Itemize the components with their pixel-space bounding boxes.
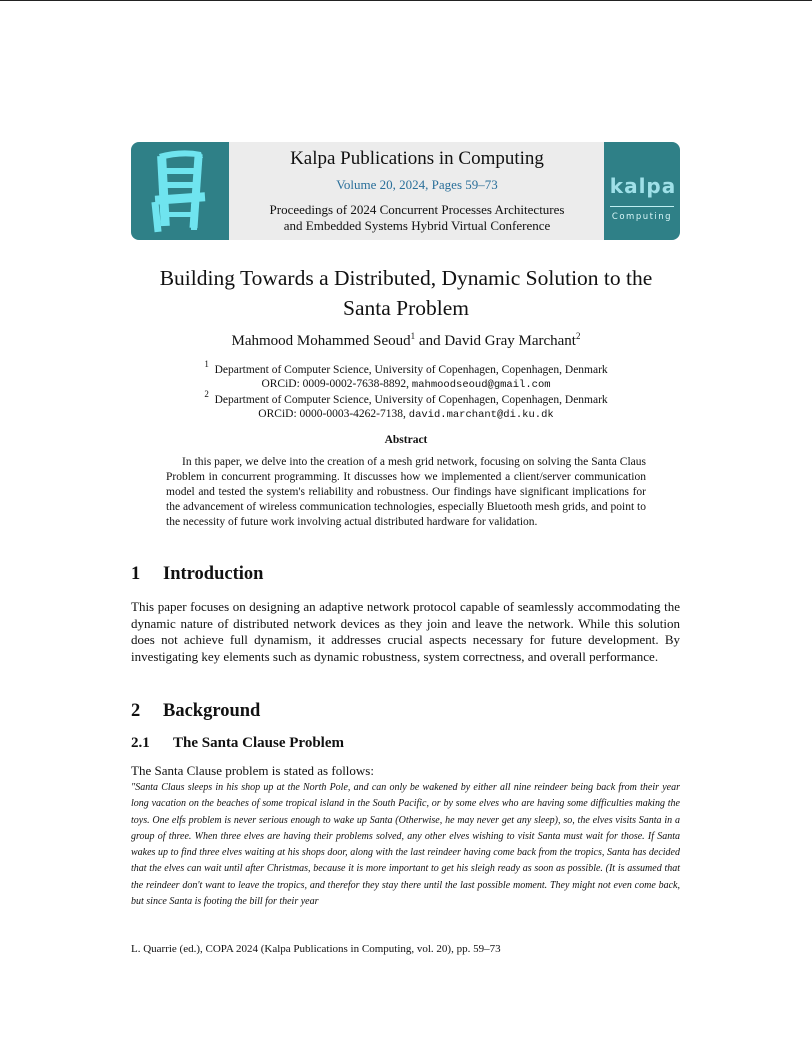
publication-banner (131, 142, 680, 240)
subsection-2-1-heading (131, 735, 344, 752)
subsection-2-1-number: 2.1 (131, 735, 150, 751)
affiliation-1-mark: 1 (204, 359, 209, 369)
subsection-2-1-title: The Santa Clause Problem (173, 735, 344, 751)
page-footer-citation: L. Quarrie (ed.), COPA 2024 (Kalpa Publications in Computing, vol. 20), pp. 59–73 (131, 943, 501, 955)
abstract-heading: Abstract (384, 434, 428, 446)
affiliation-2-dept: Department of Computer Science, University of Copenhagen, Copenhagen, Denmark (214, 394, 608, 406)
section-2-number: 2 (131, 701, 141, 721)
chair-logo-icon (131, 142, 229, 240)
author-1: Mahmood Mohammed Seoud (231, 333, 411, 349)
chair-logo (131, 142, 229, 240)
author-2-mark: 2 (575, 331, 581, 341)
affiliation-1-dept: Department of Computer Science, University of Copenhagen, Copenhagen, Denmark (214, 364, 608, 376)
introduction-paragraph: This paper focuses on designing an adaptive network protocol capable of seamlessly accommodating the dynamic nature of distributed network devices as they join and leave the network. While this solution does not achieve full dynamism, it addresses crucial aspects necessary for future development. By investigating key elements such as dynamic robustness, system correctness, and overall performance. (131, 599, 680, 664)
section-1-heading (131, 564, 263, 585)
affiliation-1-email[interactable]: mahmoodseoud@gmail.com (411, 379, 551, 391)
santa-problem-quote: "Santa Claus sleeps in his shop up at the North Pole, and can only be wakened by either all nine reindeer being back from their year long vacation on the beaches of some tropical island in the South Pacific, or by some elves who are having some difficulties making the toys. One elfs problem is never serious enough to wake up Santa (Otherwise, he may never get any sleep), so, the elves visits Santa in a group of three. When three elves are having their problems solved, any other elves wishing to visit Santa must wait for those. If Santa wakes up to find three elves waiting at his shops door, along with the last reindeer having come back from the tropics, Santa has decided that the elves can wait until after Christmas, because it is more important to get his sleigh ready as soon as possible. (It is assumed that the reindeer don't want to leave the tropics, and therefor they stay there until the last possible moment. They might not even come back, but since Santa is footing the bill for their year (131, 782, 680, 908)
journal-name: Kalpa Publications in Computing (290, 148, 544, 169)
abstract-text: In this paper, we delve into the creation of a mesh grid network, focusing on solving the Santa Claus Problem in concurrent programming. It discusses how we implemented a client/server communication model and tested the system's reliability and robustness. Our findings have significant implications for the advancement of wireless communication technologies, especially Bluetooth mesh grids, and point to the necessity of future work involving actual distributed hardware for validation. (166, 456, 646, 528)
section-2-title: Background (163, 701, 261, 721)
paper-title-line-1: Building Towards a Distributed, Dynamic Solution to the (159, 266, 653, 290)
kalpa-logo-sub: Computing (611, 212, 673, 222)
affiliation-2-email[interactable]: david.marchant@di.ku.dk (408, 409, 554, 421)
affiliation-2 (150, 389, 662, 422)
author-list (100, 333, 712, 350)
proceedings-title (231, 202, 603, 234)
proceedings-line-1: Proceedings of 2024 Concurrent Processes Architectures (269, 202, 565, 217)
paper-title-line-2: Santa Problem (343, 296, 469, 320)
section-1-title: Introduction (163, 564, 264, 584)
paper-title (100, 263, 712, 323)
author-2: David Gray Marchant (444, 333, 576, 349)
author-1-mark: 1 (410, 331, 416, 341)
affiliation-1-orcid: ORCiD: 0009-0002-7638-8892, (261, 378, 410, 390)
kalpa-logo-word: kalpa (609, 174, 677, 198)
kalpa-logo-rule (610, 206, 674, 207)
proceedings-line-2: and Embedded Systems Hybrid Virtual Conference (283, 218, 551, 233)
page-top-rule (0, 0, 812, 1)
affiliation-2-orcid: ORCiD: 0000-0003-4262-7138, (258, 408, 406, 420)
section-2-heading (131, 701, 260, 722)
santa-intro: The Santa Clause problem is stated as follows: (131, 763, 374, 778)
volume-pages-link[interactable]: Volume 20, 2024, Pages 59–73 (336, 177, 498, 192)
section-1-number: 1 (131, 564, 141, 584)
kalpa-logo (604, 142, 680, 240)
author-separator: and (415, 333, 445, 349)
affiliation-1 (150, 359, 662, 392)
affiliation-2-mark: 2 (204, 389, 209, 399)
